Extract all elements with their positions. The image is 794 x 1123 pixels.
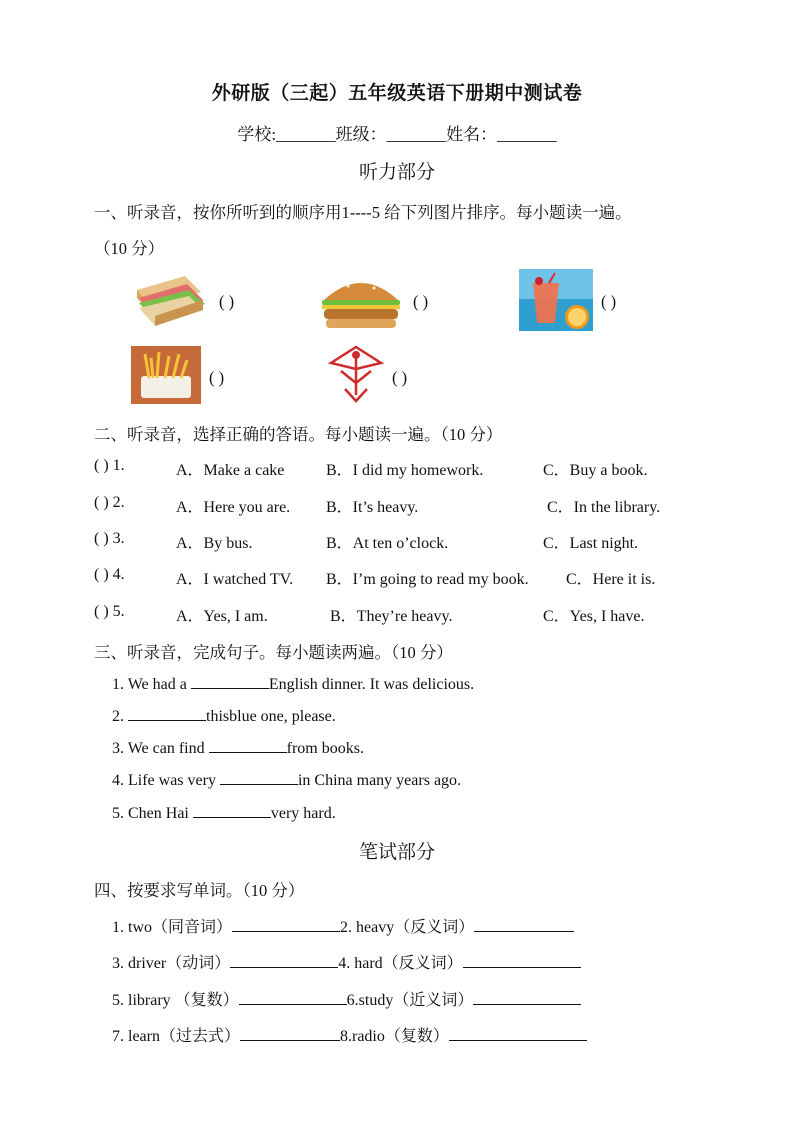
q2-item-4-option-c: C．Here it is. <box>566 571 656 588</box>
q3-item-1-post: English dinner. It was delicious. <box>268 676 475 693</box>
juice-image <box>519 269 593 331</box>
q4-item-3-label: 3. driver（动词） <box>112 955 231 972</box>
q4-item-8-label: 8.radio（复数） <box>339 1028 449 1045</box>
q2-item-5-option-a: A．Yes, I am. <box>176 608 268 625</box>
q2-item-2-option-c: C．In the library. <box>547 499 661 516</box>
q4-item-2-blank[interactable] <box>474 917 574 932</box>
q3-item-3-blank[interactable] <box>209 738 287 753</box>
q2-item-5-option-b: B．They’re heavy. <box>330 608 453 625</box>
q4-item-6-label: 6.study（近义词） <box>346 992 474 1009</box>
q4-item-4-blank[interactable] <box>463 953 581 968</box>
q4-row-1 <box>112 914 574 937</box>
q2-item-4-option-b: B．I’m going to read my book. <box>326 571 529 588</box>
q3-item-1-blank[interactable] <box>191 674 269 689</box>
page-title: 外研版（三起）五年级英语下册期中测试卷 <box>211 83 583 104</box>
q4-item-2-label: 2. heavy（反义词） <box>340 919 475 936</box>
q4-item-7-label: 7. learn（过去式） <box>112 1028 240 1045</box>
q4-item-5-blank[interactable] <box>239 990 347 1005</box>
student-info-line: 学校:_______班级：_______姓名：_______ <box>237 125 557 144</box>
q3-item-2-blank[interactable] <box>128 706 206 721</box>
q2-item-3-number[interactable]: ( ) 3. <box>94 530 125 547</box>
q4-instruction: 四、按要求写单词。（10 分） <box>94 881 305 900</box>
q2-item-2-option-b: B．It’s heavy. <box>326 499 419 516</box>
q3-item-3-pre: 3. We can find <box>112 740 209 757</box>
q2-item-3-option-c: C．Last night. <box>543 535 639 552</box>
q3-item-2-pre: 2. <box>112 708 128 725</box>
q3-instruction: 三、听录音，完成句子。每小题读两遍。（10 分） <box>94 643 453 662</box>
q2-item-1-option-c: C．Buy a book. <box>543 462 648 479</box>
listening-heading: 听力部分 <box>358 162 435 183</box>
q3-item-3 <box>112 738 364 758</box>
q3-item-4 <box>112 770 461 790</box>
q4-item-3-blank[interactable] <box>230 953 338 968</box>
q2-item-2-number[interactable]: ( ) 2. <box>94 494 125 511</box>
q1-paren-5[interactable]: ( ) <box>392 368 408 387</box>
q3-item-5 <box>112 803 336 823</box>
q2-item-4-option-a: A．I watched TV. <box>176 571 294 588</box>
q1-paren-1[interactable]: ( ) <box>219 292 235 311</box>
q4-item-4-label: 4. hard（反义词） <box>338 955 463 972</box>
q3-item-4-post: in China many years ago. <box>297 772 462 789</box>
q3-item-4-blank[interactable] <box>220 770 298 785</box>
q3-item-4-pre: 4. Life was very <box>112 772 220 789</box>
q2-item-3-option-b: B．At ten o’clock. <box>326 535 449 552</box>
q1-score: （10 分） <box>94 239 165 258</box>
q3-item-5-blank[interactable] <box>193 803 271 818</box>
q1-paren-4[interactable]: ( ) <box>209 368 225 387</box>
q2-item-5-number[interactable]: ( ) 5. <box>94 603 125 620</box>
q4-row-2 <box>112 950 581 973</box>
q4-item-1-label: 1. two（同音词） <box>112 919 233 936</box>
q2-instruction: 二、听录音，选择正确的答语。每小题读一遍。（10 分） <box>94 425 503 444</box>
q1-paren-3[interactable]: ( ) <box>601 292 617 311</box>
q3-item-2-post: thisblue one, please. <box>206 708 336 725</box>
q2-item-1-option-a: A．Make a cake <box>176 462 285 479</box>
q2-item-1-number[interactable]: ( ) 1. <box>94 457 125 474</box>
fries-image <box>131 346 201 404</box>
writing-heading: 笔试部分 <box>358 842 435 863</box>
q4-item-7-blank[interactable] <box>240 1026 340 1041</box>
q3-item-3-post: from books. <box>286 740 364 757</box>
kite-image <box>327 343 385 405</box>
q3-item-5-post: very hard. <box>270 805 336 822</box>
q3-item-1 <box>112 674 474 694</box>
q4-item-6-blank[interactable] <box>473 990 581 1005</box>
q3-item-1-pre: 1. We had a <box>112 676 191 693</box>
q4-item-1-blank[interactable] <box>232 917 340 932</box>
q1-paren-2[interactable]: ( ) <box>413 292 429 311</box>
q3-item-5-pre: 5. Chen Hai <box>112 805 193 822</box>
sandwich-image <box>131 270 207 332</box>
q3-item-2 <box>112 706 336 726</box>
q2-item-1-option-b: B．I did my homework. <box>326 462 484 479</box>
q2-item-5-option-c: C．Yes, I have. <box>543 608 645 625</box>
q1-instruction: 一、听录音，按你所听到的顺序用1----5 给下列图片排序。每小题读一遍。 <box>94 203 632 222</box>
q2-item-4-number[interactable]: ( ) 4. <box>94 566 125 583</box>
q4-row-3 <box>112 987 581 1010</box>
q4-item-8-blank[interactable] <box>449 1026 587 1041</box>
q4-row-4 <box>112 1023 587 1046</box>
q4-item-5-label: 5. library （复数） <box>112 992 239 1009</box>
q2-item-3-option-a: A．By bus. <box>176 535 253 552</box>
burger-image <box>318 270 404 332</box>
q2-item-2-option-a: A．Here you are. <box>176 499 291 516</box>
